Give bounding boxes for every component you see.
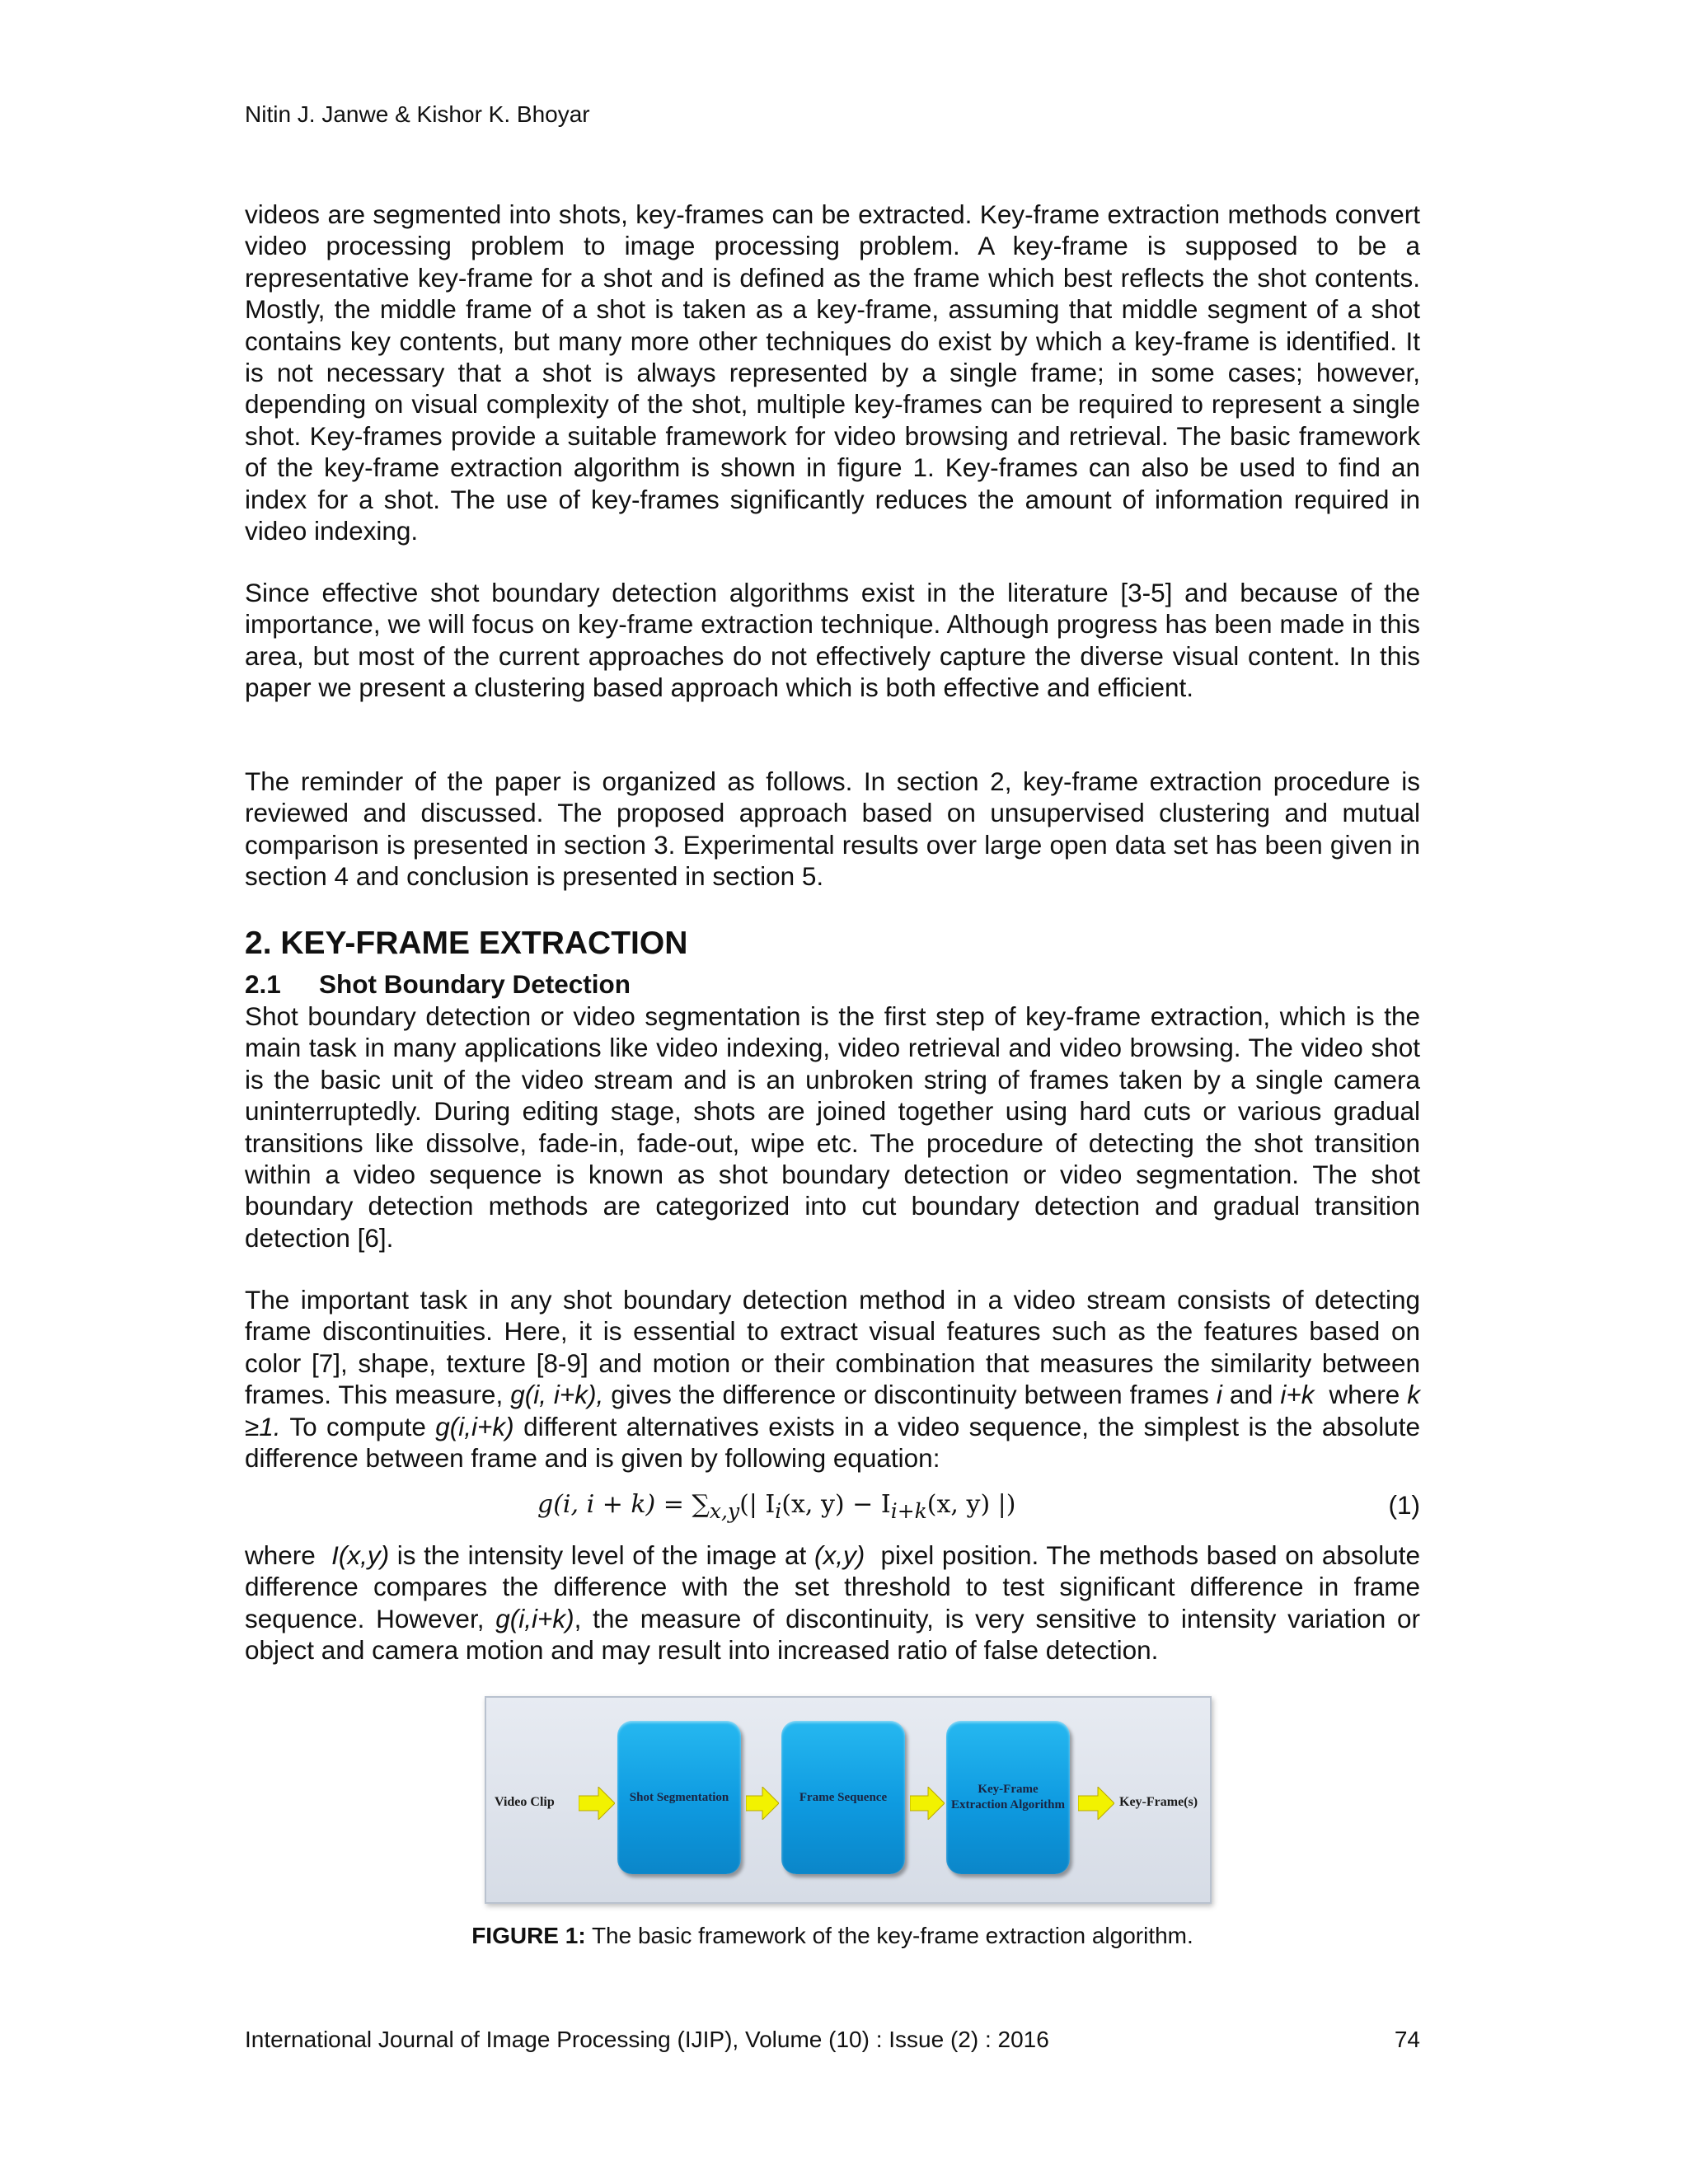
running-head: Nitin J. Janwe & Kishor K. Bhoyar bbox=[245, 101, 590, 127]
text-run: where bbox=[245, 1540, 332, 1570]
flow-input-label: Video Clip bbox=[495, 1795, 555, 1809]
page-number: 74 bbox=[1394, 2027, 1420, 2052]
figure-flowchart bbox=[485, 1696, 1212, 1904]
math-term: g(i, i+k), bbox=[510, 1380, 604, 1410]
equation-number: (1) bbox=[1388, 1490, 1420, 1520]
arrow-right-icon bbox=[579, 1787, 615, 1820]
subsection-title: Shot Boundary Detection bbox=[319, 969, 631, 999]
equation-part: (| I bbox=[739, 1490, 776, 1519]
equation-formula bbox=[537, 1490, 1016, 1523]
arrow-right-icon bbox=[1078, 1787, 1114, 1820]
math-term: g(i,i+k) bbox=[495, 1603, 574, 1633]
math-term: I(x,y) bbox=[331, 1540, 390, 1570]
paragraph-focus: Since effective shot boundary detection algorithms exist in the literature [3-5] and because of the importance, we will focus on key-frame extraction technique. Although progress has been made in this area, but most of the current approaches do not effectively capture the diverse visual content. In this paper we present a clustering based approach which is both effective and efficient. bbox=[245, 578, 1420, 703]
flow-box-shot-segmentation bbox=[617, 1721, 741, 1874]
equation-subscript: i bbox=[775, 1499, 782, 1523]
math-term: (x,y) bbox=[814, 1540, 865, 1570]
arrow-shape bbox=[579, 1787, 615, 1820]
text-run: gives the difference or discontinuity between frames bbox=[603, 1380, 1217, 1410]
text-run: , the measure of discontinuity, is very sensitive to intensity variation or object and camera motion and may result into increased ratio of false detection. bbox=[245, 1603, 1420, 1666]
text-run: is the intensity level of the image at bbox=[389, 1540, 814, 1570]
arrow-shape bbox=[1078, 1787, 1114, 1820]
paragraph-shot-boundary: Shot boundary detection or video segmentation is the first step of key-frame extraction, which is the main task in many applications like video indexing, video retrieval and video browsing. The video shot is the basic unit of the video stream and is an unbroken string of frames taken by a single camera uninterruptedly. During editing stage, shots are joined together using hard cuts or various gradual transitions like dissolve, fade-in, fade-out, wipe etc. The procedure of detecting the shot transition within a video sequence is known as shot boundary detection or video segmentation. The shot boundary detection methods are categorized into cut boundary detection and gradual transition detection [6]. bbox=[245, 1001, 1420, 1253]
flow-box-label: Frame Sequence bbox=[799, 1790, 888, 1804]
subsection-number: 2.1 bbox=[245, 969, 281, 999]
paragraph-discontinuity bbox=[245, 1284, 1420, 1474]
math-term: g(i,i+k) bbox=[435, 1411, 514, 1441]
flow-output-label: Key-Frame(s) bbox=[1119, 1795, 1198, 1809]
subsection-heading bbox=[245, 968, 631, 1000]
arrow-right-icon bbox=[910, 1787, 945, 1820]
arrow-shape bbox=[910, 1787, 945, 1820]
equation-part: (x, y) − I bbox=[781, 1490, 891, 1519]
equation-subscript: i+k bbox=[890, 1499, 927, 1523]
text-run: To compute bbox=[280, 1411, 436, 1441]
text-run: The important task in any shot boundary detection method in a video stream consists of detecting frame discontinuities. Here, it is essential to extract visual features such as the features based on color [7], shape, texture [8-9] and motion or their combination that measures the similarity between frames. This measure, bbox=[245, 1285, 1420, 1410]
text-run: different alternatives exists in a video sequence, the simplest is the absolute difference between frame and is given by following equation: bbox=[245, 1411, 1420, 1474]
text-run: where bbox=[1314, 1380, 1408, 1410]
text-run: pixel position. The methods based on absolute difference compares the difference with the set threshold to test significant difference in frame sequence. However, bbox=[245, 1540, 1428, 1633]
equation-part: (x, y) |) bbox=[926, 1490, 1016, 1519]
footer-journal: International Journal of Image Processing (IJIP), Volume (10) : Issue (2) : 2016 bbox=[245, 2027, 1049, 2052]
sum-symbol: ∑ bbox=[692, 1490, 710, 1519]
figure-caption-text: The basic framework of the key-frame extraction algorithm. bbox=[585, 1923, 1193, 1948]
sum-subscript: x,y bbox=[709, 1499, 740, 1523]
flow-box-label: Shot Segmentation bbox=[629, 1790, 729, 1804]
figure-caption-label: FIGURE 1: bbox=[471, 1923, 586, 1948]
flow-box-label: Key-Frame Extraction Algorithm bbox=[951, 1783, 1065, 1811]
equation bbox=[245, 1490, 1420, 1526]
paragraph-intro: videos are segmented into shots, key-frames can be extracted. Key-frame extraction methods convert video processing problem to image processing problem. A key-frame is supposed to be a representative key-frame for a shot and is defined as the frame which best reflects the shot contents. Mostly, the middle frame of a shot is taken as a key-frame, assuming that middle segment of a shot contains key contents, but many more other techniques do exist by which a key-frame is identified. It is not necessary that a shot is always represented by a single frame; in some cases; however, depending on visual complexity of the shot, multiple key-frames can be required to represent a single shot. Key-frames provide a suitable framework for video browsing and retrieval. The basic framework of the key-frame extraction algorithm is shown in figure 1. Key-frames can also be used to find an index for a shot. The use of key-frames significantly reduces the amount of information required in video indexing. bbox=[245, 199, 1420, 546]
flow-box-frame-sequence bbox=[781, 1721, 905, 1874]
flow-box-keyframe-extraction bbox=[946, 1721, 1070, 1874]
math-term: k ≥1. bbox=[245, 1380, 1420, 1441]
math-term: i bbox=[1216, 1380, 1222, 1410]
paragraph-organization: The reminder of the paper is organized as follows. In section 2, key-frame extraction procedure is reviewed and discussed. The proposed approach based on unsupervised clustering and mutual comparison is presented in section 3. Experimental results over large open data set has been given in section 4 and conclusion is presented in section 5. bbox=[245, 766, 1420, 892]
equation-lhs: g(i, i + k) = bbox=[537, 1490, 692, 1519]
arrow-shape bbox=[746, 1787, 779, 1820]
paragraph-intensity bbox=[245, 1540, 1428, 1666]
text-run: and bbox=[1221, 1380, 1281, 1410]
figure-caption bbox=[245, 1922, 1420, 1950]
section-heading: 2. KEY-FRAME EXTRACTION bbox=[245, 926, 688, 961]
math-term: i+k bbox=[1280, 1380, 1315, 1410]
arrow-right-icon bbox=[746, 1787, 779, 1820]
